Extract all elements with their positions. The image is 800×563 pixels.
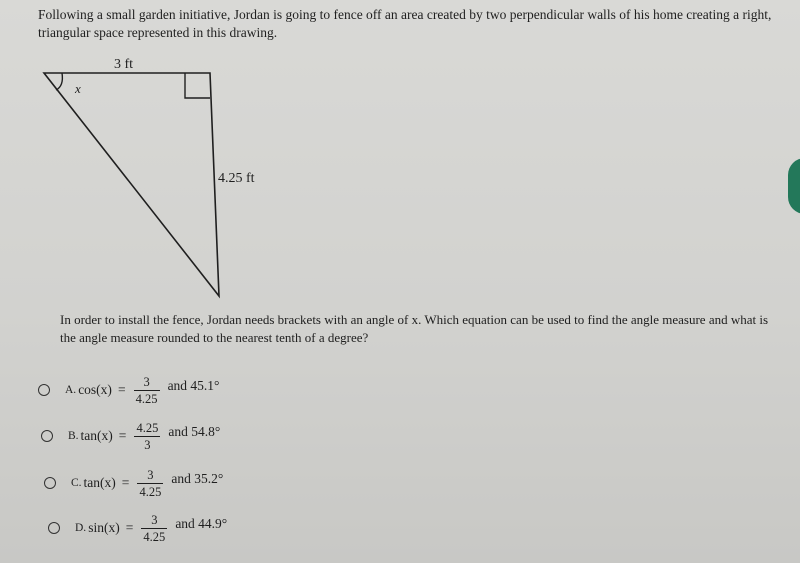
option-function: tan(x) [80,428,113,443]
option-a-radio[interactable] [38,384,50,396]
angle-arc [56,73,62,90]
fraction [134,421,160,452]
fraction [134,375,160,406]
option-answer: and 54.8° [168,424,221,439]
option-d-radio[interactable] [48,522,60,534]
denominator: 4.25 [135,391,158,406]
numerator: 4.25 [134,421,160,437]
option-letter: A. [65,384,77,396]
triangle-shape [44,73,219,296]
option-c-radio[interactable] [44,477,56,489]
option-answer: and 44.9° [175,516,228,531]
numerator: 3 [137,468,163,484]
question-text: In order to install the fence, Jordan needs brackets with an angle of x. Which equation can be used to find the angle measure and what is the angle measure rounded to the nearest tenth of a degree? [60,312,769,345]
option-letter: C. [71,477,82,489]
option-function: tan(x) [83,475,116,490]
option-letter: D. [75,522,87,534]
option-c[interactable] [44,463,223,503]
equals-sign: = [117,382,126,397]
option-letter: B. [68,430,79,442]
equals-sign: = [121,475,130,490]
equals-sign: = [125,520,134,535]
option-a[interactable] [38,370,219,410]
equals-sign: = [118,428,127,443]
numerator: 3 [141,513,167,529]
option-function: cos(x) [78,382,112,397]
side-panel-button[interactable] [788,158,800,214]
numerator: 3 [134,375,160,391]
option-answer: and 45.1° [167,378,220,393]
fraction [141,513,167,544]
option-b[interactable] [41,416,220,456]
right-side-label: 4.25 ft [218,171,255,186]
denominator: 4.25 [139,484,162,499]
option-d[interactable] [48,508,227,548]
fraction [137,468,163,499]
right-angle-marker [185,73,210,98]
problem-intro: Following a small garden initiative, Jordan is going to fence off an area created by two perpendicular walls of his home creating a right, triangular space represented in this drawing. [38,7,772,40]
denominator: 3 [144,437,151,452]
angle-label: x [75,81,81,96]
option-answer: and 35.2° [171,471,224,486]
denominator: 4.25 [143,529,166,544]
option-function: sin(x) [88,520,120,535]
top-side-label: 3 ft [114,57,134,72]
option-b-radio[interactable] [41,430,53,442]
